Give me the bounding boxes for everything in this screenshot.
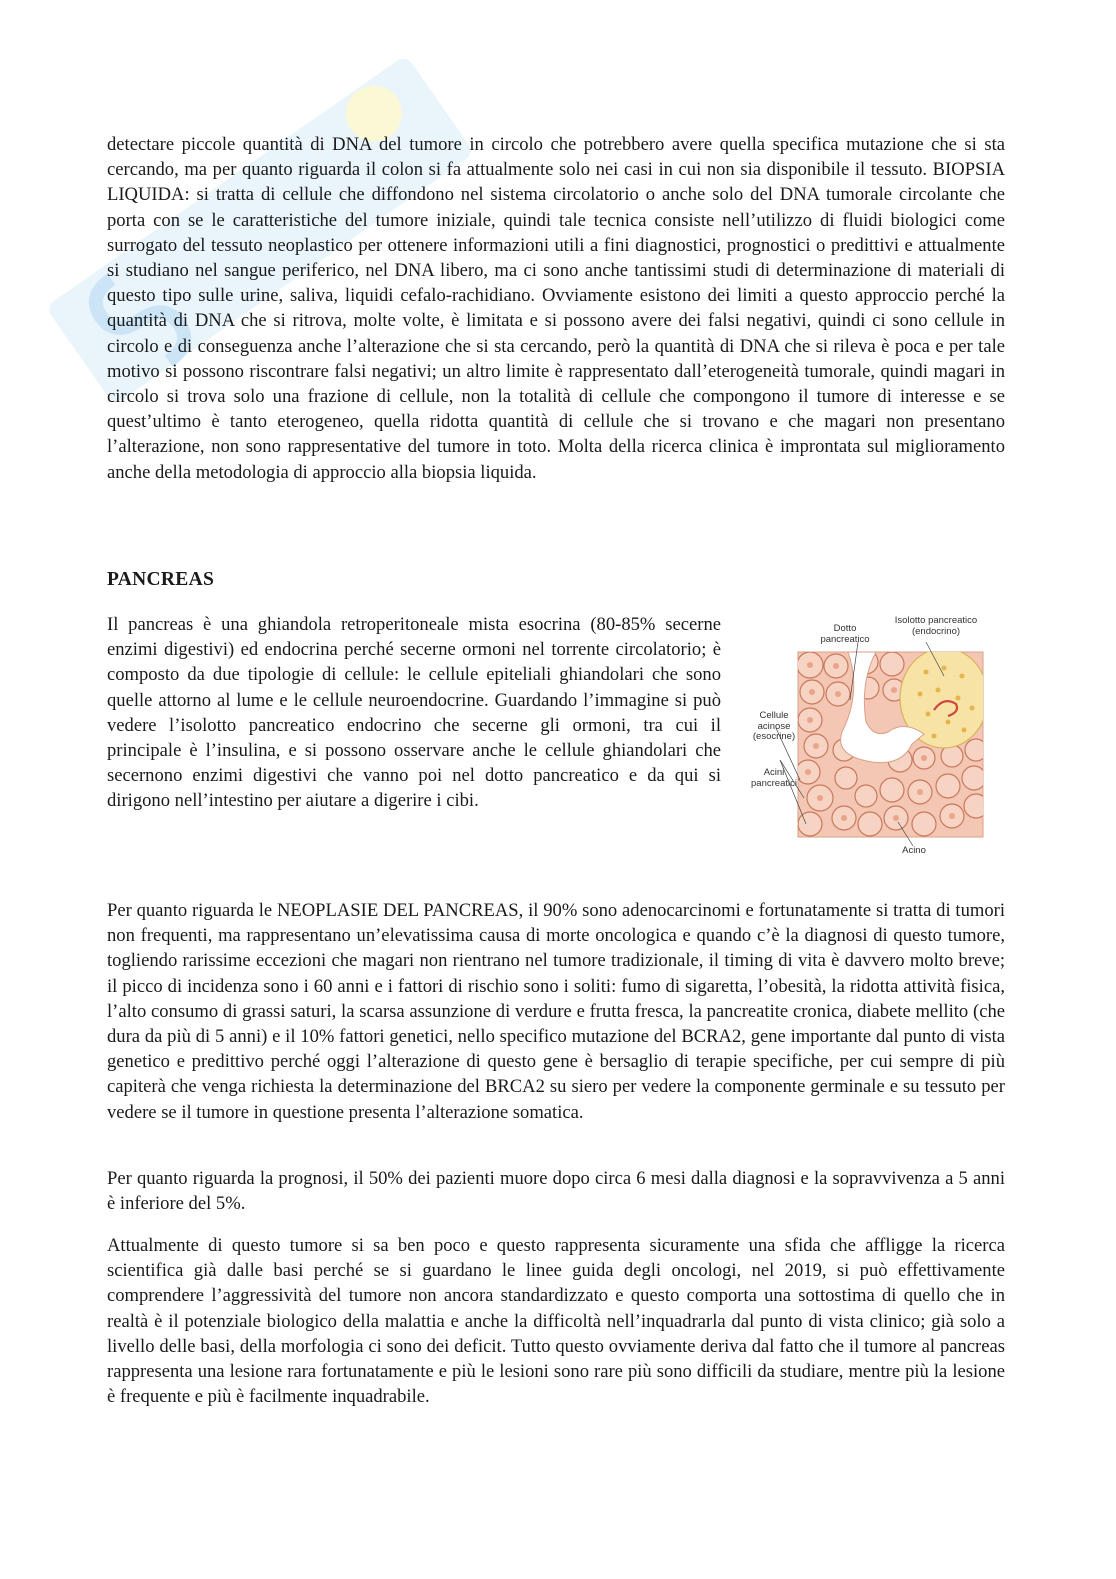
figure-label-isolotto: Isolotto pancreatico (endocrino) (894, 615, 978, 637)
paragraph-biopsia-liquida: detectare piccole quantità di DNA del tumore in circolo che potrebbero avere quella specifica mutazione che si sta cercando, ma per quanto riguarda il colon si fa attualmente solo nei casi in cui non sia disponibile il tessuto. BIOPSIA LIQUIDA: si tratta di cellule che diffondono nel sistema circolatorio o anche solo del DNA tumorale circolante che porta con se le caratteristiche del tumore iniziale, quindi tale tecnica consiste nell’utilizzo di fluidi biologici come surrogato del tessuto neoplastico per ottenere informazioni utili a fini diagnostici, prognostici o predittivi e attualmente si studiano nel sangue periferico, nel DNA libero, ma ci sono anche tantissimi studi di determinazione di materiali di questo tipo sulle urine, saliva, liquidi cefalo-rachidiano. Ovviamente esistono dei limiti a questo approccio perché la quantità di DNA che si ritrova, molte volte, è limitata e si possono avere dei falsi negativi, quindi ci sono cellule in circolo e di conseguenza anche l’alterazione che si sta cercando, però la quantità di DNA che si rileva è poca e per tale motivo si possono riscontrare falsi negativi; un altro limite è rappresentato dall’eterogeneità tumorale, quindi magari in circolo si trova solo una frazione di cellule, non la totalità di cellule che compongono il tumore di interesse e se quest’ultimo è tanto eterogeneo, quella ridotta quantità di cellule che si trovano e che magari non presentano l’alterazione, non sono rappresentative del tumore in toto. Molta della ricerca clinica è improntata sul miglioramento anche della metodologia di approccio alla biopsia liquida. (107, 134, 1005, 483)
paragraph-pancreas-anatomy: Il pancreas è una ghiandola retroperitoneale mista esocrina (80-85% secerne enzimi digestivi) ed endocrina perché secerne ormoni nel torrente circolatorio; è composto da due tipologie di cellule: le cellule epiteliali ghiandolari che sono quelle attorno al lume e le cellule neuroendocrine. Guardando l’immagine si può vedere l’isolotto pancreatico endocrino che secerne gli ormoni, tra cui il principale è l’insulina, e si possono osservare anche le cellule ghiandolari che secernono enzimi digestivi che vanno poi nel dotto pancreatico e da qui si dirigono nell’intestino per aiutare a digerire i cibi. (107, 614, 721, 812)
paragraph-neoplasie: Per quanto riguarda le NEOPLASIE DEL PANCREAS, il 90% sono adenocarcinomi e fortunatamente si tratta di tumori non frequenti, ma rappresentano un’elevatissima causa di morte oncologica e quando c’è la diagnosi di questo tumore, togliendo rarissime eccezioni che magari non rientrano nel tumore tradizionale, il timing di vita è davvero molto breve; il picco di incidenza sono i 60 anni e i fattori di rischio sono i soliti: fumo di sigaretta, l’obesità, la ridotta attività fisica, l’alto consumo di grassi saturi, la scarsa assunzione di verdure e frutta fresca, la pancreatite cronica, diabete mellito (che dura da più di 5 anni) e il 10% fattori genetici, nello specifico mutazione del BCRA2, gene importante dal punto di vista genetico e predittivo perché oggi l’alterazione di questo gene è bersaglio di terapie specifiche, per cui sempre di più capiterà che venga richiesta la determinazione del BRCA2 su siero per vedere la componente germinale e su tessuto per vedere se il tumore in questione presenta l’alterazione somatica. (107, 900, 1005, 1123)
paragraph-ricerca: Attualmente di questo tumore si sa ben poco e questo rappresenta sicuramente una sfida che affligge la ricerca scientifica già dalle basi perché se si guardano le linee guida degli oncologi, nel 2019, si può effettivamente comprendere l’aggressività del tumore non ancora standardizzato e questo comporta una sottostima di quello che in realtà è il potenziale biologico della malattia e anche la difficoltà nell’inquadrarla dal punto di vista clinico; già solo a livello delle basi, della morfologia ci sono dei deficit. Tutto questo ovviamente deriva dal fatto che il tumore al pancreas rappresenta una lesione rara fortunatamente e più le lesioni sono rare più sono difficili da studiare, mentre più la lesione è frequente e più è facilmente inquadrabile. (107, 1235, 1005, 1408)
figure-label-acini: Acini pancreatici (751, 767, 797, 789)
paragraph-prognosi: Per quanto riguarda la prognosi, il 50% dei pazienti muore dopo circa 6 mesi dalla diagnosi e la sopravvivenza a 5 anni è inferiore del 5%. (107, 1168, 1005, 1215)
section-heading-pancreas: PANCREAS (107, 569, 215, 590)
figure-label-dotto: Dotto pancreatico (820, 623, 870, 645)
figure-label-cellule-acinose: Cellule acinose (esocrine) (752, 710, 796, 742)
figure-label-acino: Acino (902, 845, 926, 856)
pancreas-histology-figure (748, 610, 988, 860)
